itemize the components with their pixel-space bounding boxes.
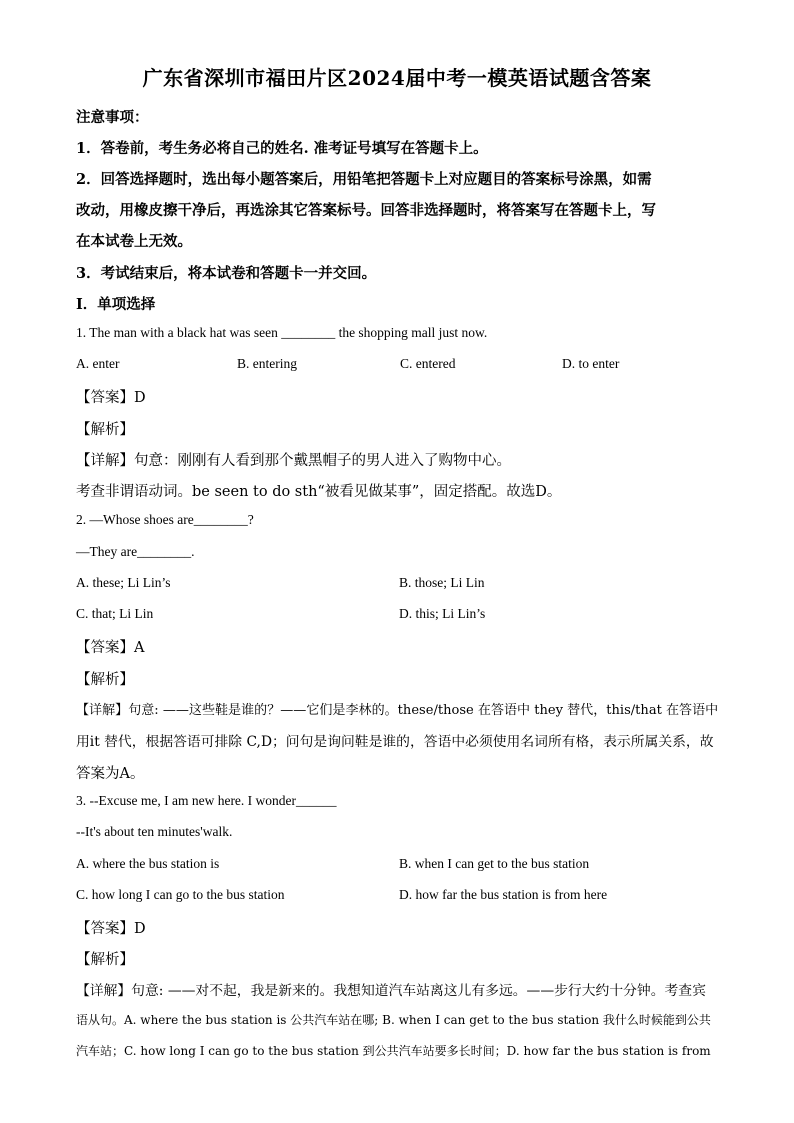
- notice-heading: 注意事项：: [76, 109, 149, 126]
- q3-option-c: C. how long I can go to the bus station: [76, 887, 285, 902]
- q2-answer: 【答案】A: [76, 640, 145, 656]
- q3-option-d: D. how far the bus station is from here: [399, 887, 608, 902]
- section-heading: Ⅰ．单项选择: [76, 296, 156, 313]
- q3-detail-2: 语从句。A. where the bus station is 公共汽车站在哪; B. when I can get to the bus station 我什么时候能到公共: [76, 1013, 711, 1027]
- q2-option-c: C. that; Li Lin: [76, 606, 154, 621]
- q3-answer: 【答案】D: [76, 921, 146, 937]
- notice-item-2: 2．回答选择题时，选出每小题答案后，用铅笔把答题卡上对应题目的答案标号涂黑，如需: [76, 171, 652, 188]
- notice-item-1: 1．答卷前，考生务必将自己的姓名. 准考证号填写在答题卡上。: [76, 140, 488, 157]
- q3-stem-1: 3. --Excuse me, I am new here. I wonder______: [76, 793, 337, 808]
- q3-detail-3: 汽车站；C. how long I can go to the bus station 到公共汽车站要多长时间；D. how far the bus station is from: [76, 1044, 711, 1058]
- q1-option-a: A. enter: [76, 356, 120, 371]
- q2-stem-1: 2. —Whose shoes are________?: [76, 512, 254, 527]
- notice-item-2-end: 在本试卷上无效。: [76, 233, 192, 250]
- q3-stem-2: --It's about ten minutes'walk.: [76, 824, 233, 839]
- q1-detail-1: 【详解】句意：刚刚有人看到那个戴黑帽子的男人进入了购物中心。: [76, 453, 511, 469]
- q1-option-b: B. entering: [237, 356, 297, 371]
- q3-analysis-label: 【解析】: [76, 952, 134, 968]
- q1-answer: 【答案】D: [76, 390, 146, 406]
- q2-detail-1: 【详解】句意: ——这些鞋是谁的？——它们是李林的。these/those 在答语中 they 替代，this/that 在答语中: [76, 703, 719, 718]
- q2-detail-3: 答案为A。: [76, 766, 145, 782]
- q2-stem-2: —They are________.: [76, 544, 195, 559]
- q2-option-a: A. these; Li Lin’s: [76, 575, 171, 590]
- q1-option-d: D. to enter: [562, 356, 620, 371]
- q1-detail-2: 考查非谓语动词。be seen to do sth“被看见做某事”，固定搭配。故选D。: [76, 484, 562, 500]
- q2-detail-2: 用it 替代，根据答语可排除 C,D；问句是询问鞋是谁的，答语中必须使用名词所有格，表示所属关系，故: [76, 734, 714, 750]
- document-title: 广东省深圳市福田片区2024届中考一模英语试题含答案: [142, 66, 652, 90]
- q3-option-b: B. when I can get to the bus station: [399, 856, 590, 871]
- q1-analysis-label: 【解析】: [76, 422, 134, 438]
- q3-detail-1: 【详解】句意: ——对不起，我是新来的。我想知道汽车站离这儿有多远。——步行大约十分钟。考查宾: [76, 983, 706, 999]
- q2-analysis-label: 【解析】: [76, 672, 134, 688]
- q2-option-d: D. this; Li Lin’s: [399, 606, 486, 621]
- notice-item-3: 3．考试结束后，将本试卷和答题卡一并交回。: [76, 265, 377, 282]
- notice-item-2-cont: 改动，用橡皮擦干净后，再选涂其它答案标号。回答非选择题时，将答案写在答题卡上，写: [76, 202, 656, 219]
- q2-option-b: B. those; Li Lin: [399, 575, 485, 590]
- q1-stem: 1. The man with a black hat was seen ________ the shopping mall just now.: [76, 325, 488, 340]
- q1-option-c: C. entered: [400, 356, 456, 371]
- q3-option-a: A. where the bus station is: [76, 856, 220, 871]
